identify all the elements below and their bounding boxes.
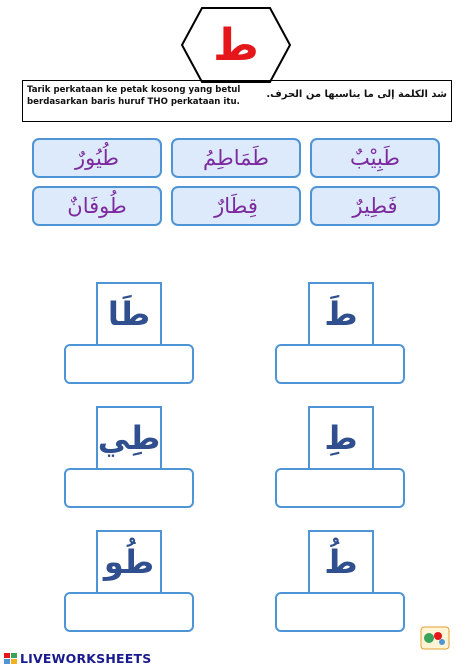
liveworksheets-logo-icon bbox=[4, 653, 18, 665]
drop-zone-5[interactable] bbox=[275, 592, 405, 632]
syllable-card-4: طِي bbox=[96, 406, 162, 470]
word-card-6[interactable]: طُوفَانٌ bbox=[32, 186, 162, 226]
word-card-4[interactable]: فَطِيرٌ bbox=[310, 186, 440, 226]
instruction-malay bbox=[27, 84, 257, 108]
drop-zone-2[interactable] bbox=[64, 344, 194, 384]
instruction-arabic: شد الكلمة إلى ما يناسبها من الحرف. bbox=[266, 89, 447, 100]
word-card-3[interactable]: طُيُورٌ bbox=[32, 138, 162, 178]
publisher-logo-icon bbox=[420, 626, 450, 650]
syllable-card-1: طَ bbox=[308, 282, 374, 346]
footer-brand[interactable]: LIVEWORKSHEETS bbox=[20, 651, 152, 666]
syllable-card-6: طُو bbox=[96, 530, 162, 594]
word-card-2[interactable]: طَمَاطِمُ bbox=[171, 138, 301, 178]
drop-zone-4[interactable] bbox=[64, 468, 194, 508]
syllable-card-2: طَا bbox=[96, 282, 162, 346]
drop-zone-1[interactable] bbox=[275, 344, 405, 384]
syllable-card-3: طِ bbox=[308, 406, 374, 470]
drop-zone-3[interactable] bbox=[275, 468, 405, 508]
syllable-card-5: طُ bbox=[308, 530, 374, 594]
word-card-1[interactable]: طَبِيْبٌ bbox=[310, 138, 440, 178]
header-letter: ط bbox=[213, 19, 259, 71]
drop-zone-6[interactable] bbox=[64, 592, 194, 632]
instruction-malay-line1: Tarik perkataan ke petak kosong yang betul bbox=[27, 85, 241, 95]
word-card-5[interactable]: قِطَارٌ bbox=[171, 186, 301, 226]
instruction-malay-line2: berdasarkan baris huruf THO perkataan itu. bbox=[27, 97, 240, 107]
